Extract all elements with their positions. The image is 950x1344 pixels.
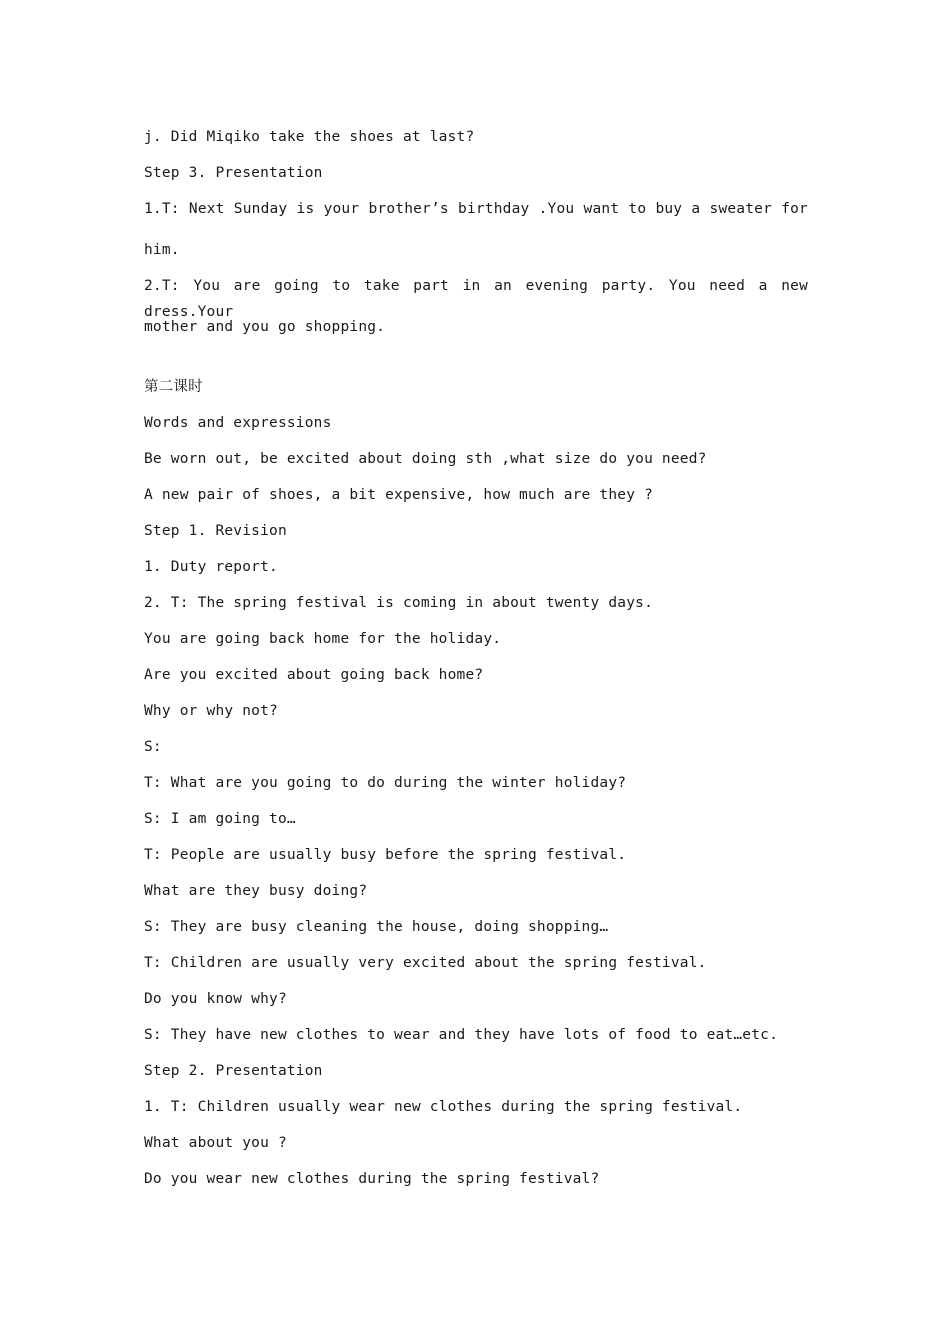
text-line: him. xyxy=(144,242,180,258)
text-line: S: xyxy=(144,739,162,755)
step-heading: Step 2. Presentation xyxy=(144,1063,323,1079)
text-line: 2.T: You are going to take part in an evening party. You need a new dress.Your xyxy=(144,278,808,320)
text-line: S: They have new clothes to wear and they have lots of food to eat…etc. xyxy=(144,1027,779,1043)
text-line: 1. Duty report. xyxy=(144,559,278,575)
text-line: Words and expressions xyxy=(144,415,332,431)
text-line: j. Did Miqiko take the shoes at last? xyxy=(144,129,475,145)
lesson-heading: 第二课时 xyxy=(144,379,203,395)
text-line: Why or why not? xyxy=(144,703,278,719)
text-line: 1.T: Next Sunday is your brother’s birthday .You want to buy a sweater for xyxy=(144,201,808,217)
text-line: T: Children are usually very excited about the spring festival. xyxy=(144,955,707,971)
text-line: S: I am going to… xyxy=(144,811,296,827)
text-line: A new pair of shoes, a bit expensive, how much are they ? xyxy=(144,487,653,503)
text-line: 2. T: The spring festival is coming in about twenty days. xyxy=(144,595,653,611)
text-line: You are going back home for the holiday. xyxy=(144,631,502,647)
section-gap xyxy=(144,350,808,374)
text-line: T: What are you going to do during the winter holiday? xyxy=(144,775,627,791)
text-line: Be worn out, be excited about doing sth ,what size do you need? xyxy=(144,451,707,467)
text-line: 1. T: Children usually wear new clothes during the spring festival. xyxy=(144,1099,743,1115)
text-line: mother and you go shopping. xyxy=(144,319,386,335)
text-line: Do you wear new clothes during the spring festival? xyxy=(144,1171,600,1187)
document-page xyxy=(144,124,808,1202)
text-line: Are you excited about going back home? xyxy=(144,667,484,683)
text-line: S: They are busy cleaning the house, doing shopping… xyxy=(144,919,609,935)
step-heading: Step 1. Revision xyxy=(144,523,287,539)
text-line: What are they busy doing? xyxy=(144,883,368,899)
text-line: What about you ? xyxy=(144,1135,287,1151)
step-heading: Step 3. Presentation xyxy=(144,165,323,181)
text-line: Do you know why? xyxy=(144,991,287,1007)
text-line: T: People are usually busy before the spring festival. xyxy=(144,847,627,863)
